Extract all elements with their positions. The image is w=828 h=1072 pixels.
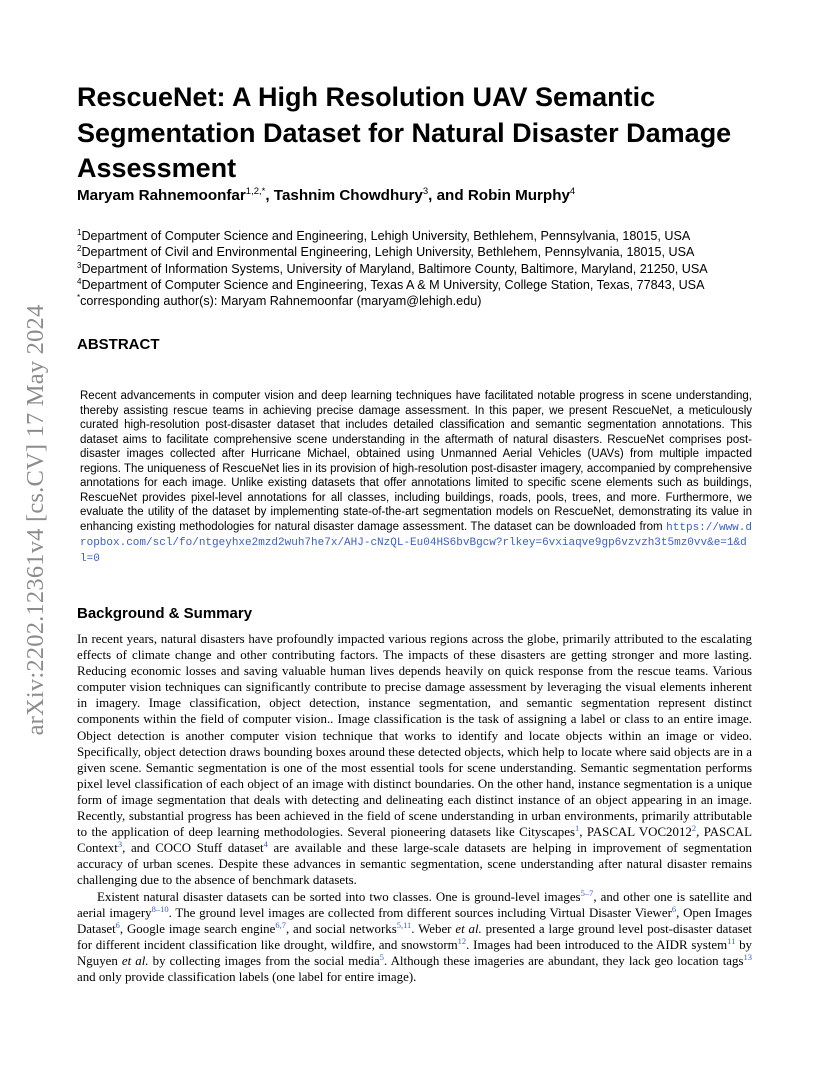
affiliation-line	[77, 277, 708, 293]
body-paragraph	[77, 889, 752, 986]
body-text-run: are available and these large-scale datasets are helping in improvement of segmentation accuracy of urban scenes. Despite these advances in semantic segmentation, scene understanding after natural disaster remains challenging due to the absence of benchmark datasets.	[77, 841, 752, 888]
citation-link[interactable]: 3	[117, 839, 123, 850]
abstract-body: Recent advancements in computer vision and deep learning techniques have facilitated notable progress in scene understanding, thereby assisting rescue teams in achieving precise damage assessment. In this paper, we present RescueNet, a meticulously curated high-resolution post-disaster dataset that includes detailed classification and semantic segmentation annotations. This dataset aims to facilitate comprehensive scene understanding in the aftermath of natural disasters. RescueNet comprises post-disaster images collected after Hurricane Michael, obtained using Unmanned Aerial Vehicles (UAVs) from multiple impacted regions. The uniqueness of RescueNet lies in its provision of high-resolution post-disaster imagery, accompanied by comprehensive annotations for each image. Unlike existing datasets that offer annotations limited to specific scene elements such as buildings, RescueNet provides pixel-level annotations for all classes, including buildings, roads, pools, trees, and more. Furthermore, we evaluate the utility of the dataset by implementing state-of-the-art segmentation models on RescueNet, demonstrating its value in enhancing existing methodologies for natural disaster damage assessment. The dataset can be downloaded from	[80, 390, 752, 533]
author-separator: ,	[265, 187, 274, 204]
body-text-run: , Open Images Dataset	[77, 905, 752, 936]
citation-link[interactable]: 12	[457, 935, 467, 946]
citation-link[interactable]: 5,11	[396, 919, 412, 930]
citation-link[interactable]: 5	[379, 951, 385, 962]
body-text-run: . Images had been introduced to the AIDR system	[466, 937, 728, 952]
affiliation-text: Department of Computer Science and Engineering, Lehigh University, Bethlehem, Pennsylvania, 18015, USA	[81, 229, 691, 243]
affiliation-marker: 1	[77, 228, 82, 237]
arxiv-identifier-text: arXiv:2202.12361v4 [cs.CV] 17 May 2024	[22, 304, 49, 736]
body-text-run: , Google image search engine	[119, 921, 276, 936]
body-text-run: , PASCAL Context	[77, 825, 752, 856]
body-text-italic: et al.	[121, 953, 149, 968]
author-affiliation-marker: 4	[569, 186, 576, 197]
body-text-italic: et al.	[455, 921, 482, 936]
affiliation-line	[77, 293, 708, 309]
background-summary-body	[77, 631, 752, 985]
author-separator: , and	[428, 187, 468, 204]
paper-title: RescueNet: A High Resolution UAV Semantic Segmentation Dataset for Natural Disaster Damage Assessment	[77, 82, 732, 183]
affiliation-text: corresponding author(s): Maryam Rahnemoonfar (maryam@lehigh.edu)	[80, 294, 482, 309]
body-text-run: , PASCAL VOC2012	[579, 825, 692, 840]
body-text-run: by Nguyen	[77, 937, 752, 968]
body-text-run: . Weber	[411, 921, 456, 936]
affiliation-text: Department of Information Systems, University of Maryland, Baltimore County, Baltimore, Maryland, 21250, USA	[81, 261, 708, 276]
affiliation-list	[77, 228, 708, 309]
abstract-text	[80, 389, 752, 566]
citation-link[interactable]: 6	[671, 903, 677, 914]
body-text-run: presented a large ground level post-disaster dataset for different incident classification like drought, wildfire, and snowstorm	[77, 921, 753, 952]
affiliation-line	[77, 261, 708, 277]
affiliation-marker: *	[77, 293, 81, 303]
affiliation-marker: 3	[77, 260, 82, 270]
body-text-run: , and social networks	[285, 921, 397, 936]
author-name: Tashnim Chowdhury	[273, 187, 423, 204]
author-affiliation-marker: 3	[422, 186, 429, 197]
background-summary-heading: Background & Summary	[77, 605, 253, 622]
citation-link[interactable]: 4	[263, 839, 268, 850]
affiliation-line	[77, 244, 708, 260]
citation-link[interactable]: 6,7	[275, 919, 286, 930]
body-text-run: , and other one is satellite and aerial imagery	[77, 889, 752, 920]
affiliation-line	[77, 228, 708, 244]
author-affiliation-marker: 1,2,*	[245, 186, 266, 197]
body-paragraph	[77, 631, 752, 889]
abstract-heading: ABSTRACT	[77, 336, 160, 353]
body-text-run: . The ground level images are collected from different sources including Virtual Disaster Viewer	[168, 905, 672, 920]
citation-link[interactable]: 13	[743, 951, 752, 962]
body-text-run: In recent years, natural disasters have profoundly impacted various regions across the globe, primarily attributed to the escalating effects of climate change and other contributing factors. The impacts of these disasters are getting stronger and more lasting. Reducing economic losses and saving valuable human lives depends heavily on quick response from the rescue teams. Various computer vision techniques can significantly contribute to precise damage assessment by leveraging the visual elements inherent in imagery. Image classification, object detection, instance segmentation, and semantic segmentation represent distinct components within the field of computer vision.. Image classification is the task of assigning a label or class to an entire image. Object detection is another computer vision technique that works to identify and locate objects within an image or video. Specifically, object detection draws bounding boxes around these detected objects, which help to locate where said objects are in a given scene. Semantic segmentation is one of the most essential tools for scene understanding. Semantic segmentation performs pixel level classification of each object of an image with distinct boundaries. On the other hand, instance segmentation is a unique form of image segmentation that deals with detecting and delineating each distinct instance of an object appearing in an image. Recently, substantial progress has been achieved in the field of scene understanding in urban environments, primarily attributable to the application of deep learning methodologies. Several pioneering datasets like Cityscapes	[77, 632, 752, 840]
affiliation-marker: 2	[77, 244, 82, 254]
body-text-run: by collecting images from the social media	[148, 953, 380, 968]
citation-link[interactable]: 5–7	[580, 887, 594, 898]
body-text-run: and only provide classification labels (one label for entire image).	[77, 969, 417, 984]
citation-link[interactable]: 1	[574, 823, 580, 834]
dataset-download-link[interactable]: https://www.dropbox.com/scl/fo/ntgeyhxe2mzd2wuh7he7x/AHJ-cNzQL-Eu04HS6bvBgcw?rlkey=6vxiaqve9gp6vzvzh3t5mz0vv&e=1&dl=0	[80, 521, 752, 565]
citation-link[interactable]: 6	[115, 919, 120, 930]
citation-link[interactable]: 11	[727, 935, 736, 946]
affiliation-text: Department of Computer Science and Engineering, Texas A & M University, College Station, Texas, 77843, USA	[81, 277, 705, 292]
body-text-run: Existent natural disaster datasets can be sorted into two classes. One is ground-level images	[97, 889, 581, 904]
body-text-run: . Although these imageries are abundant, they lack geo location tags	[384, 953, 744, 968]
author-name: Robin Murphy	[467, 187, 570, 204]
arxiv-identifier-stamp	[16, 275, 56, 765]
affiliation-marker: 4	[77, 276, 82, 286]
author-list	[77, 187, 575, 204]
author-name: Maryam Rahnemoonfar	[77, 187, 246, 204]
citation-link[interactable]: 2	[691, 823, 697, 834]
body-text-run: , and COCO Stuff dataset	[122, 841, 264, 856]
affiliation-text: Department of Civil and Environmental Engineering, Lehigh University, Bethlehem, Pennsylvania, 18015, USA	[81, 245, 695, 260]
citation-link[interactable]: 8–10	[151, 903, 169, 914]
